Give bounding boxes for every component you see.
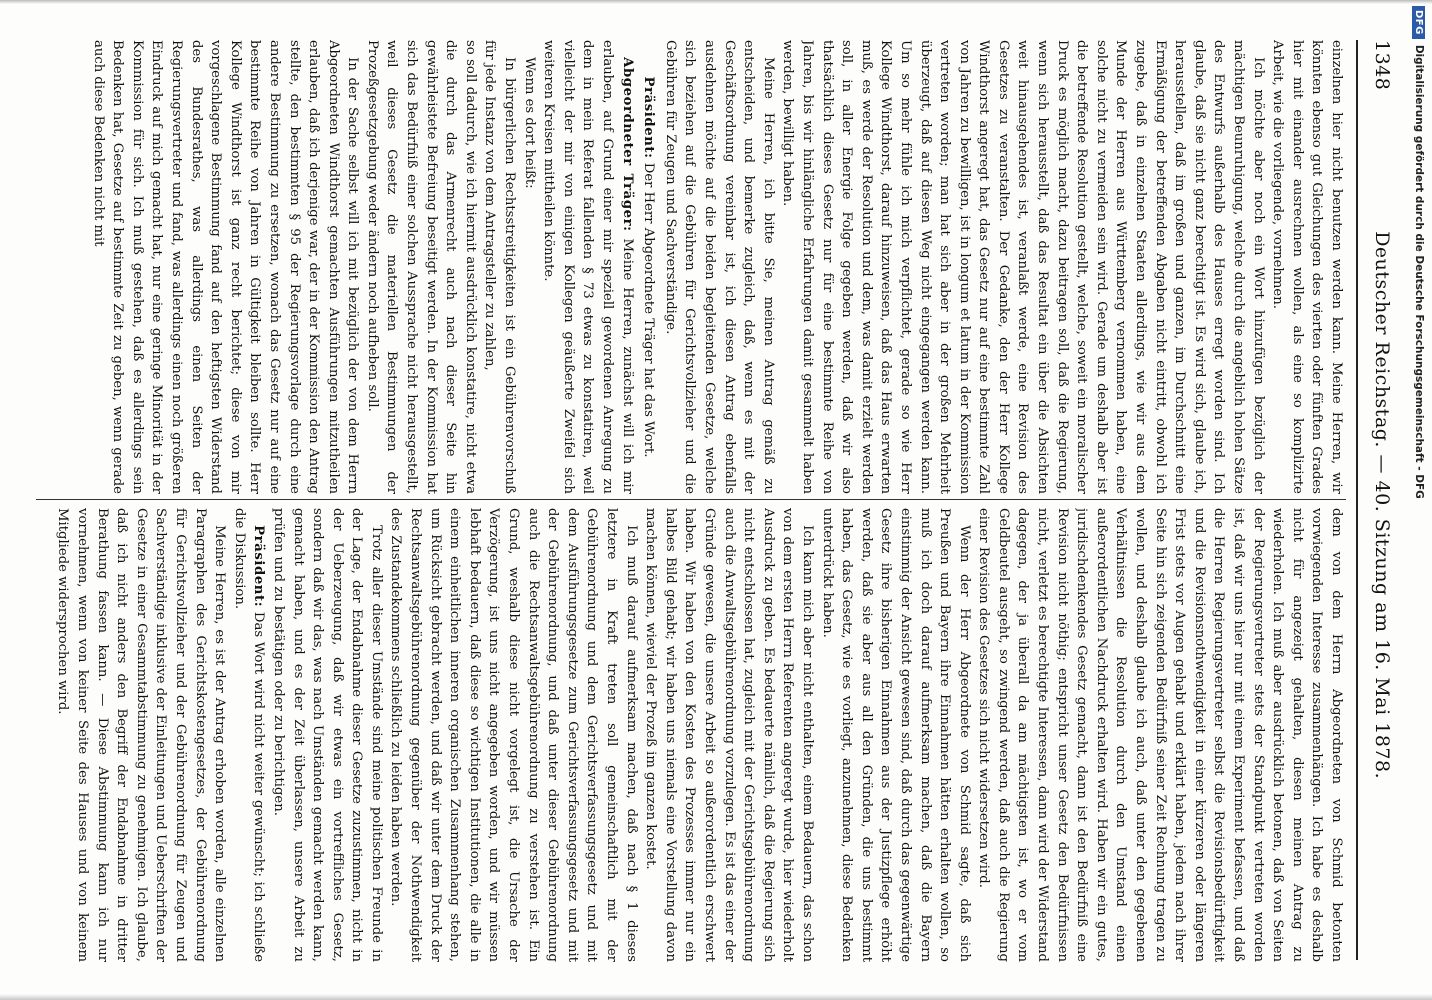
speaker-line: Präsident: Der Herr Abgeordnete Träger hat das Wort. — [641, 76, 657, 458]
paragraph: dem von dem Herrn Abgeordneten von Schmid betonten vorwiegenden Interesse zusammenhängen. Ich habe es deshalb nicht für angezeigt gehalten, diesen meinen Antrag zu wiederholen. Ich muß aber ausdrücklich betonen, daß von Seiten der Regierungsvertreter stets der Standpunkt vertreten worden ist, daß wir uns hier nur mit einem Experiment befassen, und daß die Herren Regierungsvertreter selbst die Revisionsbedürftigkeit und die Revisionsnothwendigkeit in einer kürzeren oder längeren Frist stets vor Augen gehabt und erklärt haben, jedem nach ihrer Seite hin sich zeigenden Bedürfniß seiner Zeit Rechnung tragen zu wollen, und deshalb glaube ich auch, daß unter den gegebenen Verhältnissen die Resolution durch den Umstand einen außerordentlichen Nachdruck erhalten wird. Haben wir ein gutes, juridischdenkendes Gesetz gemacht, dann ist den Bedürfniß eine Revision nicht nöthig; entspricht unser Gesetz den Bedürfnissen nicht, verletzt es berechtigte Interessen, dann wird der Widerstand dagegen, der ja überall da am mächtigsten ist, wo er vom Geldbeutel ausgeht, so zwingend werden, daß auch die Regierung einer Revision des Gesetzes sich nicht widersetzen wird. — [976, 508, 1344, 962]
speaker-name: Präsident: — [641, 76, 657, 159]
text-column-left — [36, 40, 1346, 494]
paragraph: Ich muß darauf aufmerksam machen, daß nach § 1 dieses letztere in Kraft treten soll gemeinschaftlich mit der Gebührenordnung und dem Gerichtsverfassungsgesetz und mit dem Ausführungsgesetze zum Gerichtsverfassungsgesetz und mit der Gebührenordnung, und daß unter dieser Gebührenordnung auch die Rechtsanwaltsgebührenordnung zu verstehen ist. Ein Grund, weshalb diese nicht vorgelegt ist, die Ursache der Verzögerung, ist uns nicht angegeben worden, und wir müssen lebhaft bedauern, daß diese so wichtigen Institutionen, die alle in einem einheitlichen inneren organischen Zusammenhang stehen, um Rücksicht gebracht werden, und daß wir unter dem Druck der Rechtsanwaltsgebührenordnung gegenüber der Nothwendigkeit des Zustandekommens schließlich zu leiden haben werden. — [388, 508, 639, 962]
page-number: 1348 — [1371, 40, 1393, 91]
paragraph: einzelnen hier nicht benutzen werden kann. Meine Herren, wir könnten ebenso gut Gleichungen des vierten oder fünften Grades hier mit einander ausrechnen wollen, als eine so komplizirte Arbeit, wie die vorliegende, vornehmen. — [1270, 40, 1344, 494]
page-header — [1360, 40, 1404, 960]
credit-text: Digitalisierung gefördert durch die Deutsche Forschungsgemeinschaft - DFG — [1413, 44, 1425, 499]
dfg-logo: DFG — [1413, 6, 1426, 39]
paragraph: Trotz aller dieser Umstände sind meine politischen Freunde in der Lage, der Endabnahme dieser Gesetze zuzustimmen, nicht in der Ueberzeugung, daß wir etwas ein vortreffliches Gesetz, sondern daß wir das, was nach Umständen gemacht werden kann, gemacht haben, und es der Zeit überlassen, unsere Arbeit zu prüfen und zu bestätigen oder zu berichtigen. — [270, 508, 384, 962]
speaker-line: Präsident: Das Wort wird nicht weiter gewünscht; ich schließe die Diskussion. — [231, 508, 267, 962]
column-divider — [36, 499, 1346, 500]
paragraph: Wenn es dort heißt: — [521, 57, 537, 189]
speech-paragraph: Abgeordneter Träger: Meine Herren, zunächst will ich mir erlauben, auf Grund einer mir speziell gewordenen Anregung zu dem in mein Referat fallenden § 73 etwas zu konstatiren, weil vielleicht der mir von einigen Kollegen geäußerte Zweifel sich weiteren Kreisen mittheilen könnte. — [541, 40, 635, 494]
paragraph: Ich möchte aber noch ein Wort hinzufügen bezüglich der mächtigen Beunruhigung, welche durch die angeblich hohen Sätze des Entwurfs außerhalb des Hauses erregt worden sind. Ich glaube, daß sie nicht ganz berechtigt ist. Es wird sich, glaube ich, herausstellen, daß im großen und ganzen, im Durchschnitt eine Ermäßigung der betreffenden Abgaben nicht eintritt, obwohl ich zugebe, daß in einzelnen Staaten allerdings, wie wir aus dem Munde der Herren aus Württemberg vernommen haben, eine solche nicht zu vermeiden sein wird. Gerade um deshalb aber ist die betreffende Resolution gestellt, welche, soweit ein moralischer Druck es möglich macht, dazu beitragen soll, daß die Regierung, wenn sich herausstellt, daß das Resultat ein über die Absichten weit hinausgehendes ist, veranlaßt werde, eine Revision des Gesetzes zu veranstalten. Der Gedanke, den der Herr Kollege Windthorst angeregt hat, das Gesetz nur auf eine bestimmte Zahl von Jahren zu bewilligen, ist in longum et latum in der Kommission vertreten worden; man hat sich aber in der großen Mehrheit überzeugt, daß auf diesen Weg nicht eingegangen werden kann. Um so mehr fühle ich mich verpflichtet, gerade so wie Herr Kollege Windthorst, darauf hinzuweisen, daß das Haus erwarten muß, es werde der Resolution und dem, was damit erzielt werden soll, in aller Energie Folge gegeben werden, daß wir also thatsächlich dieses Gesetz nur für eine bestimmte Reihe von Jahren, bis wir hinlängliche Erfahrungen damit gesammelt haben werden, bewilligt haben. — [780, 40, 1266, 494]
speaker-name: Abgeordneter Träger: — [619, 57, 635, 232]
quoted-paragraph: In bürgerlichen Rechtsstreitigkeiten ist ein Gebührenvorschuß für jede Instanz von dem Antragsteller zu zahlen, — [482, 40, 518, 494]
paragraph: so soll dadurch, wie ich hiermit ausdrücklich konstatire, nicht etwa die durch das Armenrecht auch nach dieser Seite hin gewährleistete Befreiung beseitigt werden. In der Kommission hat sich das Bedürfniß einer solchen Aussprache nicht herausgestellt, weil dieses Gesetz die materiellen Bestimmungen der Prozeßgesetzgebung weder ändern noch aufheben soll. — [364, 40, 478, 494]
running-title: Deutscher Reichstag. — 40. Sitzung am 16. Mai 1878. — [1371, 231, 1393, 780]
scan-edge-bottom — [0, 994, 1432, 1000]
paragraph: Ich kann mich aber nicht enthalten, einem Bedauern, das schon von dem ersten Herrn Referenten angeregt wurde, hier wiederholt Ausdruck zu geben. Es bedauerte nämlich, daß die Regierung sich nicht entschlossen hat, zugleich mit der Gerichtsgebührenordnung auch die Anwaltsgebührenordnung vorzulegen. Es ist das einer der Gründe gewesen, die unsere Arbeit so außerordentlich erschwert haben. Wir haben von den Kosten des Prozesses immer nur ein halbes Bild gehabt; wir haben uns niemals eine Vorstellung davon machen können, wieviel der Prozeß im ganzen kostet. — [643, 508, 815, 962]
paragraph: Meine Herren, es ist der Antrag erhoben worden, alle einzelnen Paragraphen des Gerichtskostengesetzes, der Gebührenordnung für Gerichtsvollzieher und der Gebührenordnung für Zeugen und Sachverständige inklusive der Einleitungen und Ueberschriften der Gesetze in einer Gesammtabstimmung zu genehmigen. Ich glaube, daß ich nicht anders den Begriff der Endabnahme in dritter Berathung fassen kann. — Diese Abstimmung kann ich nur vornehmen, wenn von keiner Seite des Hauses und von keinem Mitgliede widersprochen wird. — [55, 508, 228, 962]
digitisation-credit — [1408, 6, 1430, 994]
paragraph: Meine Herren, ich bitte Sie, meinen Antrag gemäß zu entscheiden, und bemerke zugleich, daß, wenn es mit der Geschäftsordnung vereinbar ist, ich diesen Antrag ebenfalls ausdehnen möchte auf die beiden begleitenden Gesetze, welche sich beziehen auf die Gebühren für Gerichtsvollzieher und die Gebühren für Zeugen und Sachverständige. — [662, 40, 776, 494]
speaker-name: Präsident: — [251, 525, 267, 608]
text-column-right — [36, 508, 1346, 962]
header-rule — [1356, 40, 1358, 960]
paragraph: In der Sache selbst will ich mit bezüglich der von dem Herrn Abgeordneten Windthorst gemachten Ausführungen mitzutheilen erlauben, daß ich derjenige war, der in der Kommission den Antrag stellte, den bestimmten § 95 der Regierungsvorlage durch eine andere Bestimmung zu ersetzen, wonach das Gesetz nur auf eine bestimmte Reihe von Jahren in Gültigkeit bleiben sollte. Herr Kollege Windthorst ist ganz recht berichtet; diese von mir vorgeschlagene Bestimmung fand auf den heftigsten Widerstand des Bundesrathes, was allerdings einen Seiten der Regierungsvertreter und fand, was allerdings einen noch größeren Eindruck auf mich gemacht hat, nur eine geringe Minorität in der Kommission für sich. Ich muß gestehen, daß es allerdings sein Bedenken hat, Gesetze auf bestimmte Zeit zu geben, wenn gerade auch diese Bedenken nicht mit — [90, 40, 361, 494]
paragraph: Wenn der Herr Abgeordnete von Schmid sagte, daß sich Preußen und Bayern ihre Einnahmen hätten erhalten wollen, so muß ich doch darauf aufmerksam machen, daß die Bayern einstimmig der Ansicht gewesen sind, daß durch das gegenwärtige Gesetz ihre bisherigen Einnahmen aus der Justizpflege erhöht werden, daß sie aber aus all den Gründen, die uns bestimmt haben, das Gesetz, wie es vorliegt, anzunehmen, diese Bedenken unterdrückt haben. — [819, 508, 972, 962]
